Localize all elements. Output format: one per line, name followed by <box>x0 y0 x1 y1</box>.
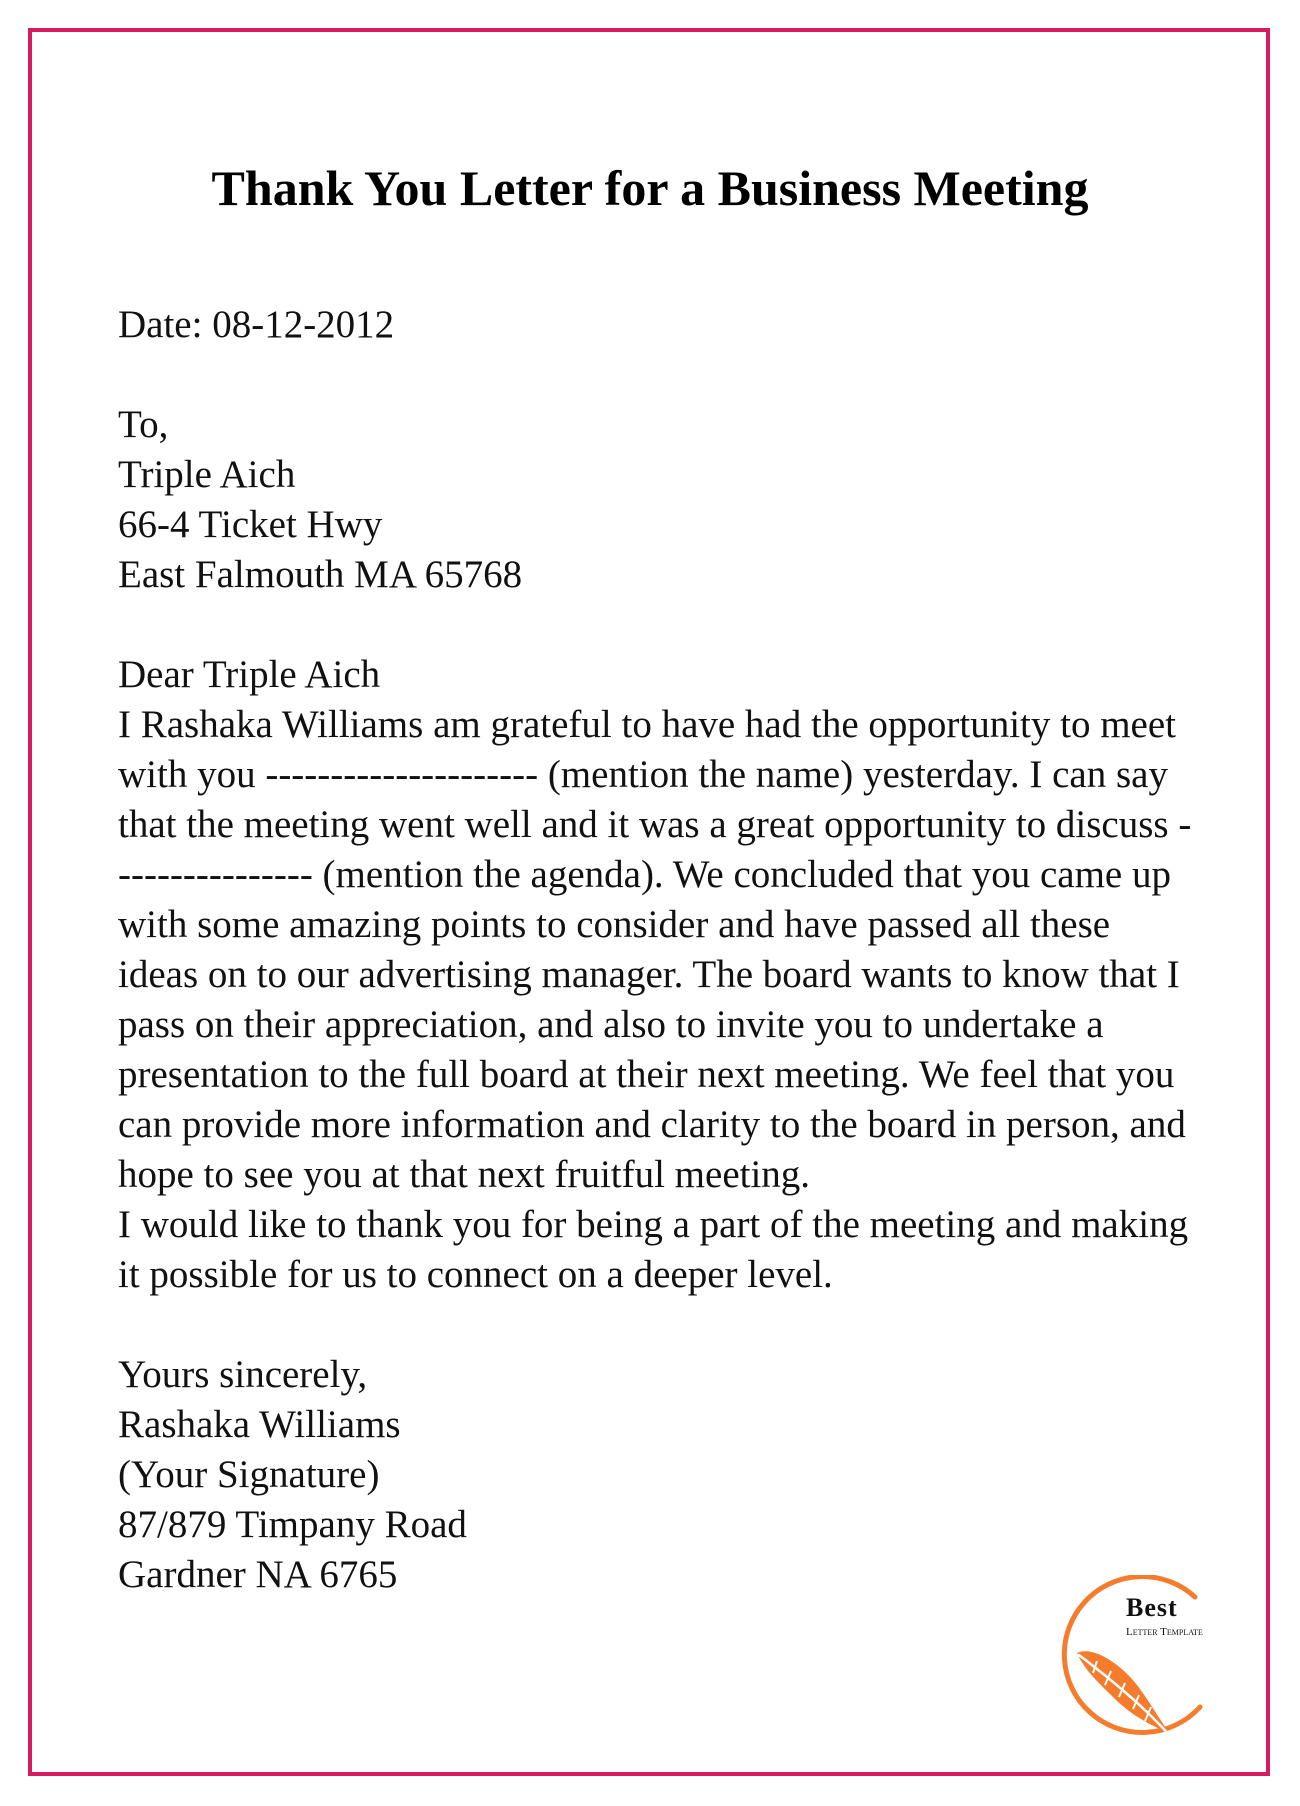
logo-brand: Best <box>1126 1593 1178 1622</box>
letter-date: Date: 08-12-2012 <box>118 303 395 346</box>
sender-address-line1: 87/879 Timpany Road <box>118 1503 467 1546</box>
recipient-address-line2: East Falmouth MA 65768 <box>118 553 523 596</box>
body-paragraph-2: I would like to thank you for being a part of the meeting and making it possible for us to connect on a deeper level. <box>118 1203 1189 1296</box>
recipient-address-line1: 66-4 Ticket Hwy <box>118 503 383 546</box>
sender-address-line2: Gardner NA 6765 <box>118 1553 398 1596</box>
spacer <box>118 600 1208 650</box>
recipient-to: To, <box>118 403 169 446</box>
sign-off: Yours sincerely, <box>118 1353 368 1396</box>
recipient-name: Triple Aich <box>118 453 296 496</box>
letter-body <box>118 300 1208 1600</box>
spacer <box>118 350 1208 400</box>
greeting: Dear Triple Aich <box>118 653 381 696</box>
sender-name: Rashaka Williams <box>118 1403 401 1446</box>
signature-placeholder: (Your Signature) <box>118 1453 380 1496</box>
spacer <box>118 1300 1208 1350</box>
logo-tagline: Letter Template <box>1126 1626 1203 1638</box>
body-paragraph-1: I Rashaka Williams am grateful to have had the opportunity to meet with you --------------------- (mention the name) yesterday. I can say that the meeting went well and it was a great opportunity to discuss ---------------- (mention the agenda). We concluded that you came up with some amazing points to consider and have passed all these ideas on to our advertising manager. The board wants to know that I pass on their appreciation, and also to invite you to undertake a presentation to the full board at their next meeting. We feel that you can provide more information and clarity to the board in person, and hope to see you at that next fruitful meeting. <box>118 703 1192 1196</box>
page-title: Thank You Letter for a Business Meeting <box>211 160 1089 216</box>
